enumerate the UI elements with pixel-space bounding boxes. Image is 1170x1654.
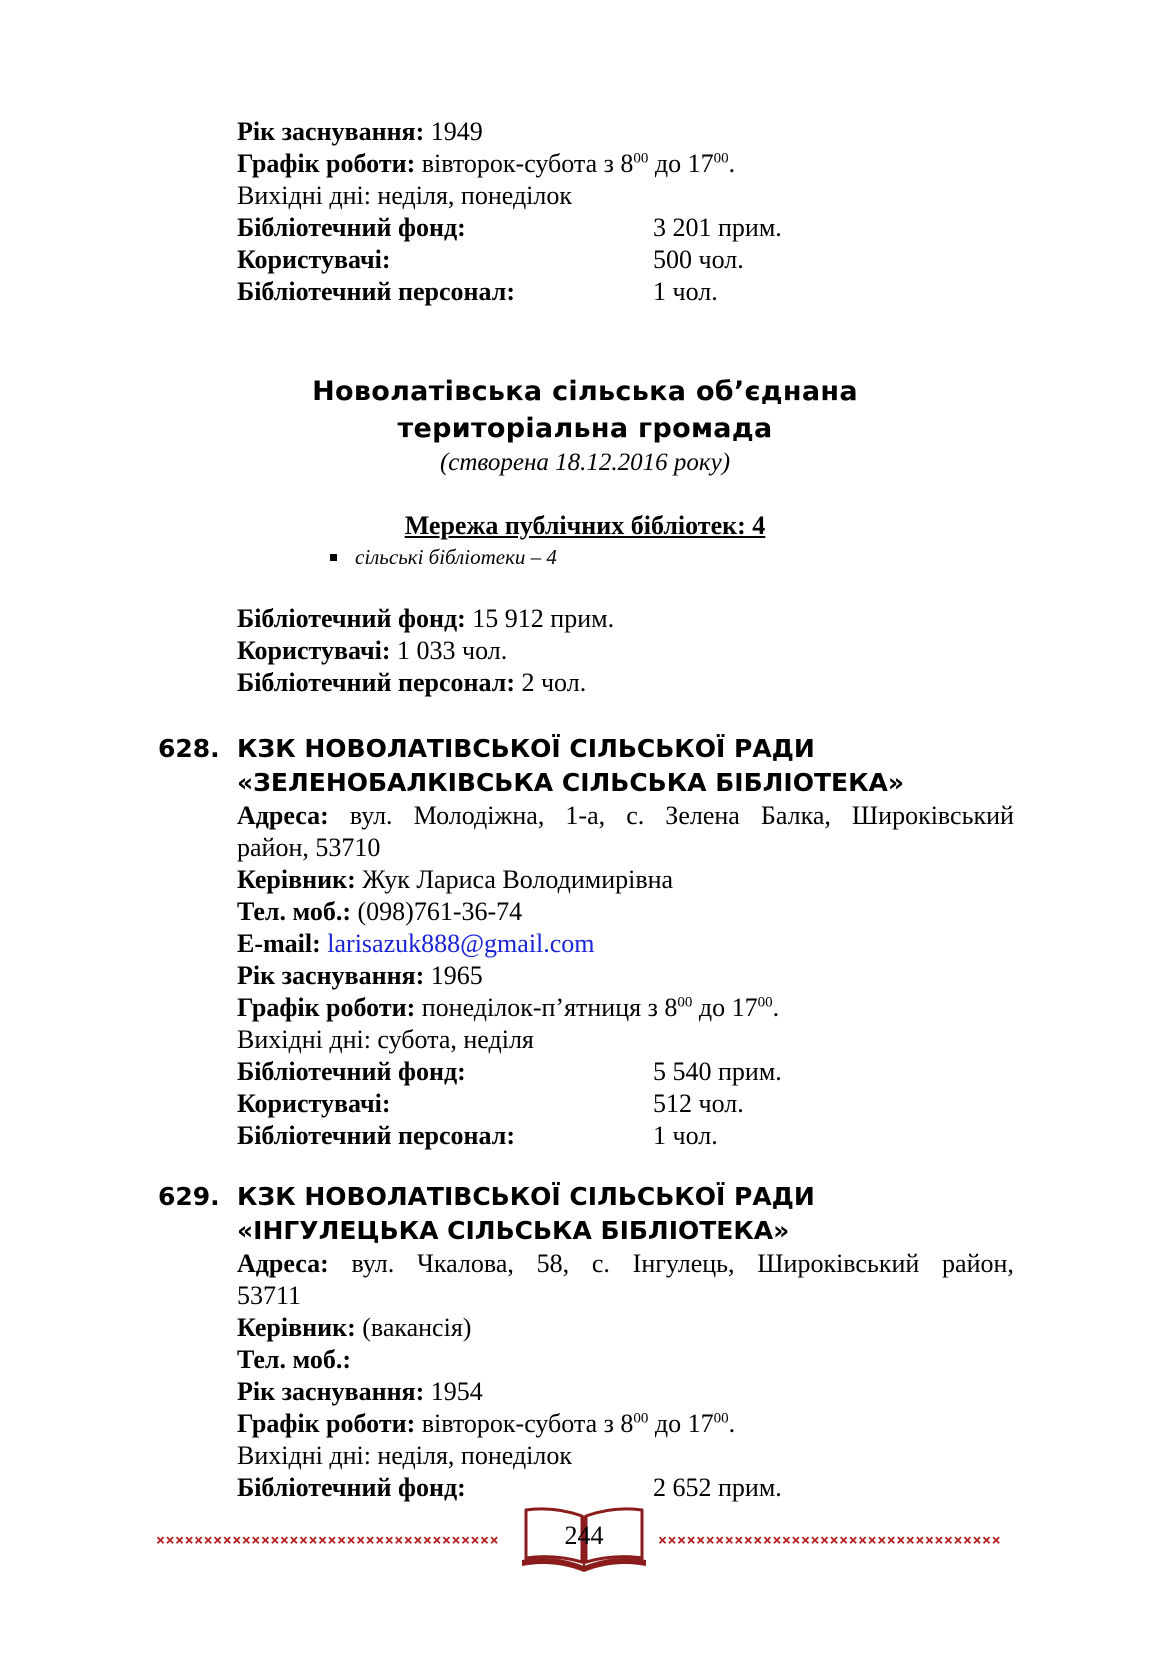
entry-628-title-line1: КЗК НОВОЛАТІВСЬКОЇ СІЛЬСЬКОЇ РАДИ [237, 734, 815, 763]
email-link[interactable]: larisazuk888@gmail.com [327, 929, 595, 958]
fund-label: Бібліотечний фонд: [237, 213, 466, 242]
entry-629-year: Рік заснування: 1954 [237, 1377, 483, 1406]
bullet-icon [330, 554, 337, 561]
entry-628-address: Адреса: вул. Молодіжна, 1-а, с. Зелена Балка, Широківський [237, 801, 1014, 830]
community-fund-line: Бібліотечний фонд: 15 912 прим. [237, 604, 615, 633]
entry-628-users-label: Користувачі: [237, 1089, 391, 1118]
entry-628-fund-label: Бібліотечний фонд: [237, 1057, 466, 1086]
entry-628-phone: Тел. моб.: (098)761-36-74 [237, 897, 523, 926]
schedule-line: Графік роботи: вівторок-субота з $8^{00}$ до $17^{00}$. [237, 149, 736, 178]
entry-628-days-off: Вихідні дні: субота, неділя [237, 1025, 534, 1054]
entry-629-fund-label: Бібліотечний фонд: [237, 1473, 466, 1502]
staff-value: 1 чол. [653, 277, 718, 306]
founding-year-line: Рік заснування: 1949 [237, 117, 483, 146]
entry-629-address-line2: 53711 [237, 1281, 302, 1310]
network-heading: Мережа публічних бібліотек: 4 [404, 511, 766, 540]
entry-628-title-line2: «ЗЕЛЕНОБАЛКІВСЬКА СІЛЬСЬКА БІБЛІОТЕКА» [237, 768, 905, 797]
entry-629-schedule: Графік роботи: вівторок-субота з $8^{00}$ до $17^{00}$. [237, 1409, 736, 1438]
page-number: 244 [564, 1521, 604, 1550]
fund-value: 3 201 прим. [653, 213, 782, 242]
staff-label: Бібліотечний персонал: [237, 277, 515, 306]
entry-628-staff-value: 1 чол. [653, 1121, 718, 1150]
entry-628-email: E-mail: larisazuk888@gmail.com [237, 929, 595, 958]
entry-629-title-line2: «ІНГУЛЕЦЬКА СІЛЬСЬКА БІБЛІОТЕКА» [237, 1216, 790, 1245]
entry-629-number: 629. [158, 1182, 220, 1211]
entry-629-fund-value: 2 652 прим. [653, 1473, 782, 1502]
network-bullet: сільські бібліотеки – 4 [330, 544, 557, 570]
days-off-line: Вихідні дні: неділя, понеділок [237, 181, 573, 210]
footer-ornament-right: ×××××××××××××××××××××××××××××××××××× [658, 1531, 1002, 1549]
entry-628-users-value: 512 чол. [653, 1089, 744, 1118]
entry-628-address-line2: район, 53710 [237, 833, 381, 862]
community-staff-line: Бібліотечний персонал: 2 чол. [237, 668, 587, 697]
entry-628-schedule: Графік роботи: понеділок-п’ятниця з $8^{00}$ до $17^{00}$. [237, 993, 780, 1022]
entry-629-days-off: Вихідні дні: неділя, понеділок [237, 1441, 573, 1470]
entry-628-year: Рік заснування: 1965 [237, 961, 483, 990]
entry-628-fund-value: 5 540 прим. [653, 1057, 782, 1086]
entry-629-head: Керівник: (вакансія) [237, 1313, 472, 1342]
entry-629-title-line1: КЗК НОВОЛАТІВСЬКОЇ СІЛЬСЬКОЇ РАДИ [237, 1182, 815, 1211]
entry-629-address: Адреса: вул. Чкалова, 58, с. Інгулець, Широківський район, [237, 1249, 1014, 1278]
community-title-line1: Новолатівська сільська об’єднана [312, 376, 858, 407]
community-created-date: (створена 18.12.2016 року) [439, 449, 731, 476]
entry-628-head: Керівник: Жук Лариса Володимирівна [237, 865, 674, 894]
entry-628-staff-label: Бібліотечний персонал: [237, 1121, 515, 1150]
entry-628-number: 628. [158, 734, 220, 763]
community-users-line: Користувачі: 1 033 чол. [237, 636, 508, 665]
users-value: 500 чол. [653, 245, 744, 274]
entry-629-phone: Тел. моб.: [237, 1345, 352, 1374]
community-title-line2: територіальна громада [397, 413, 773, 444]
users-label: Користувачі: [237, 245, 391, 274]
footer-ornament-left: ×××××××××××××××××××××××××××××××××××× [156, 1531, 500, 1549]
